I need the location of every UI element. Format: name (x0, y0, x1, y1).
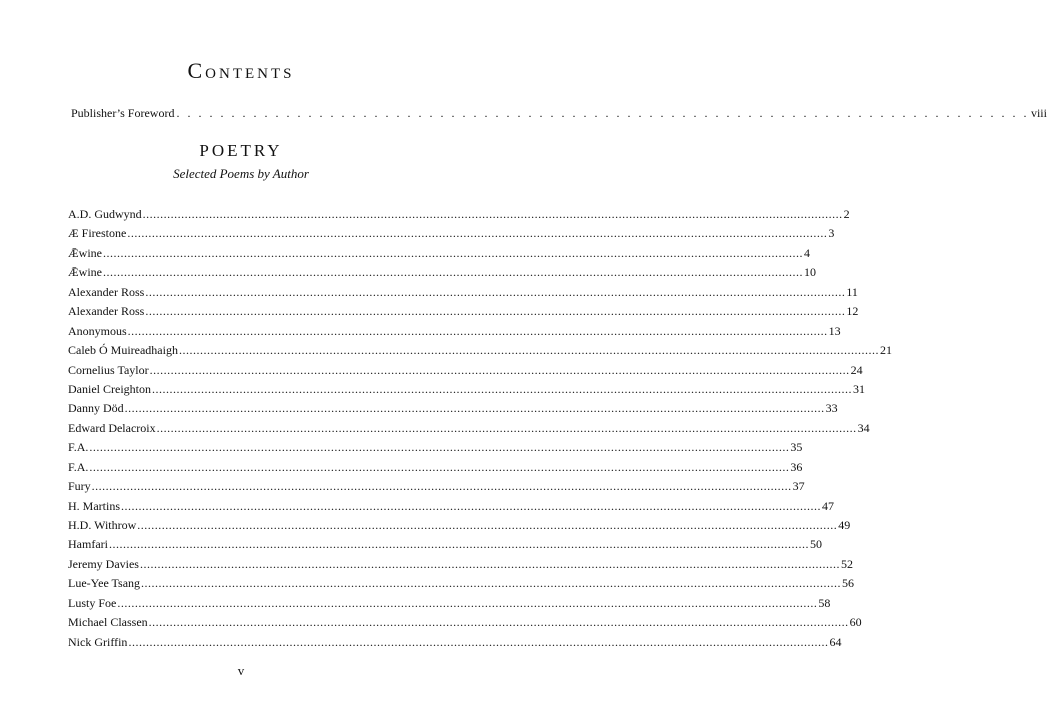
toc-page-number: 11 (846, 284, 858, 299)
toc-entry[interactable] (68, 458, 803, 477)
toc-author: Anonymous (68, 323, 127, 338)
toc-author: Alexander Ross (68, 304, 145, 319)
toc-page-number: 31 (852, 381, 865, 396)
toc-page-number: 36 (790, 459, 803, 474)
toc-author: Nick Griffin (68, 634, 128, 649)
toc-author: Alexander Ross (68, 284, 145, 299)
toc-page-number: 56 (842, 576, 855, 591)
toc-entry[interactable] (68, 341, 892, 360)
toc-entry[interactable] (68, 244, 810, 263)
toc-entry[interactable] (68, 613, 862, 632)
toc-author: Danny Död (68, 401, 124, 416)
toc-page-number: 4 (804, 245, 810, 260)
dot-leader: . . . . . . . . . . . . . . . . . . . . . . . . . . . . . . . . . . . . . . . . . . . . . . . . . . . . . . . . . . . . . . . . . . . . . . . . . . . . . . (176, 106, 1029, 120)
toc-page-number: 52 (840, 556, 853, 571)
toc-entry[interactable] (68, 322, 841, 341)
toc-entry[interactable] (68, 361, 863, 380)
toc-author: Michael Classen (68, 615, 148, 630)
toc-entry[interactable] (68, 516, 851, 535)
dot-leader: ........................................................................................................................................................................................................ (151, 381, 852, 396)
dot-leader: ........................................................................................................................................................................................................ (89, 440, 790, 455)
toc-author: H.D. Withrow (68, 518, 137, 532)
foreword-label: Publisher’s Foreword (71, 106, 175, 120)
dot-leader: ........................................................................................................................................................................................................ (128, 634, 829, 649)
dot-leader: ........................................................................................................................................................................................................ (127, 226, 828, 241)
toc-author: Cornelius Taylor (68, 362, 149, 377)
toc-author: Hamfari (68, 537, 108, 552)
toc-page-number: 33 (825, 401, 838, 416)
toc-entry[interactable] (68, 497, 834, 516)
toc-entry[interactable] (68, 477, 805, 496)
toc-author: Lue-Yee Tsang (68, 576, 141, 591)
toc-page-number: 64 (829, 634, 842, 649)
toc-author: H. Martins (68, 498, 120, 513)
dot-leader: ........................................................................................................................................................................................................ (121, 498, 821, 513)
dot-leader: ........................................................................................................................................................................................................ (127, 323, 828, 338)
toc-page-number: 35 (790, 440, 803, 455)
toc-entry[interactable] (68, 399, 838, 418)
toc-author: Edward Delacroix (68, 420, 156, 435)
dot-leader: ........................................................................................................................................................................................................ (117, 595, 818, 610)
dot-leader: ........................................................................................................................................................................................................ (142, 207, 843, 221)
section-subtitle: Selected Poems by Author (173, 166, 309, 181)
toc-author: Ǣwine (68, 265, 102, 280)
toc-entry[interactable] (68, 224, 835, 243)
toc-page-number: 50 (809, 537, 822, 552)
toc-page-number: 2 (843, 207, 850, 221)
toc-page-number: 37 (792, 479, 805, 494)
dot-leader: ........................................................................................................................................................................................................ (139, 556, 840, 571)
dot-leader: ........................................................................................................................................................................................................ (141, 576, 842, 591)
dot-leader: ........................................................................................................................................................................................................ (178, 343, 879, 358)
toc-author: Ǣwine (68, 245, 102, 260)
foreword-page-number: viii (1030, 106, 1047, 120)
toc-entry[interactable] (68, 574, 855, 593)
dot-leader: ........................................................................................................................................................................................................ (156, 420, 857, 435)
toc-author: A.D. Gudwynd (68, 207, 142, 221)
toc-entry[interactable] (68, 283, 858, 302)
toc-entry[interactable] (68, 535, 822, 554)
page-folio: v (237, 663, 245, 678)
dot-leader: ........................................................................................................................................................................................................ (149, 362, 850, 377)
toc-page-number: 12 (846, 304, 859, 319)
toc-entry[interactable] (68, 438, 803, 457)
dot-leader: ........................................................................................................................................................................................................ (124, 401, 825, 416)
toc-page-number: 13 (828, 323, 841, 338)
toc-author: Daniel Creighton (68, 381, 151, 396)
toc-author: Fury (68, 479, 91, 494)
toc-author: Lusty Foe (68, 595, 117, 610)
toc-entry[interactable] (68, 419, 870, 438)
toc-page-number: 47 (822, 498, 834, 513)
dot-leader: ........................................................................................................................................................................................................ (103, 265, 803, 280)
toc-page-number: 58 (818, 595, 831, 610)
section-title: POETRY (199, 141, 283, 160)
toc-entry[interactable] (68, 594, 831, 613)
toc-entry[interactable] (68, 633, 842, 652)
toc-author: Jeremy Davies (68, 556, 139, 571)
toc-page-number: 34 (857, 420, 870, 435)
toc-page-number: 3 (828, 226, 835, 241)
toc-page-number: 60 (849, 615, 862, 630)
dot-leader: ........................................................................................................................................................................................................ (145, 304, 846, 319)
toc-entry[interactable] (68, 205, 850, 224)
toc-page-number: 24 (850, 362, 863, 377)
toc-entry[interactable] (68, 302, 859, 321)
dot-leader: ........................................................................................................................................................................................................ (103, 245, 803, 260)
toc-author: Caleb Ó Muireadhaigh (68, 343, 178, 358)
dot-leader: ........................................................................................................................................................................................................ (137, 518, 838, 532)
toc-author: F.A. (68, 440, 89, 455)
foreword-entry[interactable] (71, 106, 1047, 122)
toc-list (68, 205, 892, 652)
toc-page-number: 10 (804, 265, 816, 280)
dot-leader: ........................................................................................................................................................................................................ (148, 615, 849, 630)
contents-heading: Contents (187, 58, 295, 83)
dot-leader: ........................................................................................................................................................................................................ (91, 479, 792, 494)
toc-page-number: 49 (838, 518, 851, 532)
dot-leader: ........................................................................................................................................................................................................ (89, 459, 790, 474)
toc-page-number: 21 (879, 343, 892, 358)
toc-entry[interactable] (68, 380, 865, 399)
dot-leader: ........................................................................................................................................................................................................ (108, 537, 809, 552)
toc-entry[interactable] (68, 555, 853, 574)
toc-author: Æ Firestone (68, 226, 127, 241)
toc-author: F.A. (68, 459, 89, 474)
toc-entry[interactable] (68, 263, 816, 282)
dot-leader: ........................................................................................................................................................................................................ (145, 284, 846, 299)
